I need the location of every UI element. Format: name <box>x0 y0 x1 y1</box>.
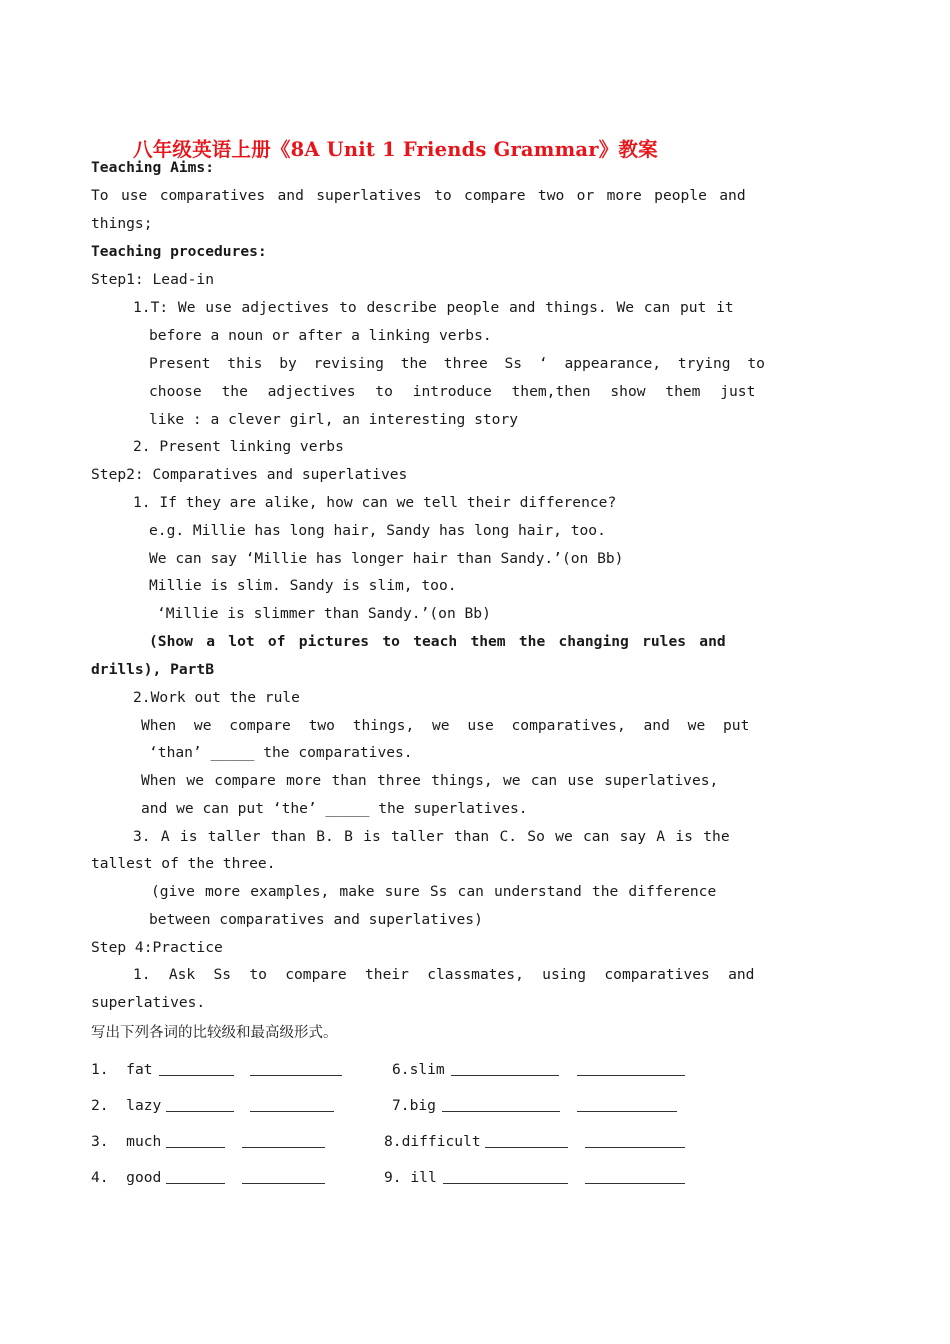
exercise-item: 9. ill <box>384 1169 437 1186</box>
answer-blank[interactable] <box>585 1169 685 1184</box>
exercise-item: 6.slim <box>392 1061 445 1078</box>
step2-item1-line3: We can say ‘Millie has longer hair than Sandy.’(on Bb) <box>149 550 624 567</box>
step1-item1-line2: before a noun or after a linking verbs. <box>149 327 492 344</box>
exercise-item: 7.big <box>392 1097 436 1114</box>
procedures-heading: Teaching procedures: <box>91 243 267 260</box>
answer-blank[interactable] <box>585 1133 685 1148</box>
step2-item2-line3: When we compare more than three things, we can use superlatives, <box>141 772 719 789</box>
step2-item2-line4: and we can put ‘the’ _____ the superlatives. <box>141 800 528 817</box>
exercise-instruction: 写出下列各词的比较级和最高级形式。 <box>91 1025 338 1041</box>
aims-heading: Teaching Aims: <box>91 159 215 176</box>
aims-text-line-1: To use comparatives and superlatives to compare two or more people and <box>91 187 746 204</box>
step2-item3-line4: between comparatives and superlatives) <box>149 911 483 928</box>
step1-item1-line5: like : a clever girl, an interesting story <box>149 411 519 428</box>
step1-item1-line3: Present this by revising the three Ss ‘ appearance, trying to <box>149 355 765 372</box>
exercise-item: 1. fat <box>91 1061 153 1078</box>
answer-blank[interactable] <box>250 1061 342 1076</box>
step2-item1-line4: Millie is slim. Sandy is slim, too. <box>149 577 457 594</box>
answer-blank[interactable] <box>485 1133 568 1148</box>
document-title: 八年级英语上册《8A Unit 1 Friends Grammar》教案 <box>133 138 658 161</box>
answer-blank[interactable] <box>442 1097 560 1112</box>
answer-blank[interactable] <box>166 1169 225 1184</box>
step4-item1-line2: superlatives. <box>91 994 206 1011</box>
step2-item3-line1: 3. A is taller than B. B is taller than C. So we can say A is the <box>133 828 730 845</box>
answer-blank[interactable] <box>250 1097 334 1112</box>
step2-item2-line2: ‘than’ _____ the comparatives. <box>149 744 413 761</box>
answer-blank[interactable] <box>443 1169 568 1184</box>
step2-item1-line1: 1. If they are alike, how can we tell their difference? <box>133 494 617 511</box>
answer-blank[interactable] <box>577 1061 685 1076</box>
step4-heading: Step 4:Practice <box>91 939 223 956</box>
step1-item1-line4: choose the adjectives to introduce them,then show them just <box>149 383 756 400</box>
step2-item2-line1: When we compare two things, we use comparatives, and we put <box>141 717 750 734</box>
step2-item2-heading: 2.Work out the rule <box>133 689 300 706</box>
exercise-item: 4. good <box>91 1169 162 1186</box>
step2-item3-line2: tallest of the three. <box>91 855 276 872</box>
step1-item1-line1: 1.T: We use adjectives to describe people and things. We can put it <box>133 299 734 316</box>
answer-blank[interactable] <box>242 1133 325 1148</box>
exercise-item: 8.difficult <box>384 1133 481 1150</box>
answer-blank[interactable] <box>577 1097 677 1112</box>
answer-blank[interactable] <box>159 1061 234 1076</box>
step2-item1-line2: e.g. Millie has long hair, Sandy has long hair, too. <box>149 522 606 539</box>
answer-blank[interactable] <box>166 1133 225 1148</box>
step2-bold-line2: drills), PartB <box>91 661 215 678</box>
step2-heading: Step2: Comparatives and superlatives <box>91 466 408 483</box>
step2-bold-line1: (Show a lot of pictures to teach them the changing rules and <box>149 633 726 650</box>
step1-heading: Step1: Lead-in <box>91 271 215 288</box>
step2-item1-line5: ‘Millie is slimmer than Sandy.’(on Bb) <box>157 605 491 622</box>
answer-blank[interactable] <box>242 1169 325 1184</box>
answer-blank[interactable] <box>166 1097 234 1112</box>
exercise-item: 3. much <box>91 1133 162 1150</box>
exercise-item: 2. lazy <box>91 1097 162 1114</box>
step1-item2: 2. Present linking verbs <box>133 438 344 455</box>
step2-item3-line3: (give more examples, make sure Ss can understand the difference <box>151 883 717 900</box>
answer-blank[interactable] <box>451 1061 559 1076</box>
step4-item1-line1: 1. Ask Ss to compare their classmates, using comparatives and <box>133 966 755 983</box>
aims-text-line-2: things; <box>91 215 153 232</box>
